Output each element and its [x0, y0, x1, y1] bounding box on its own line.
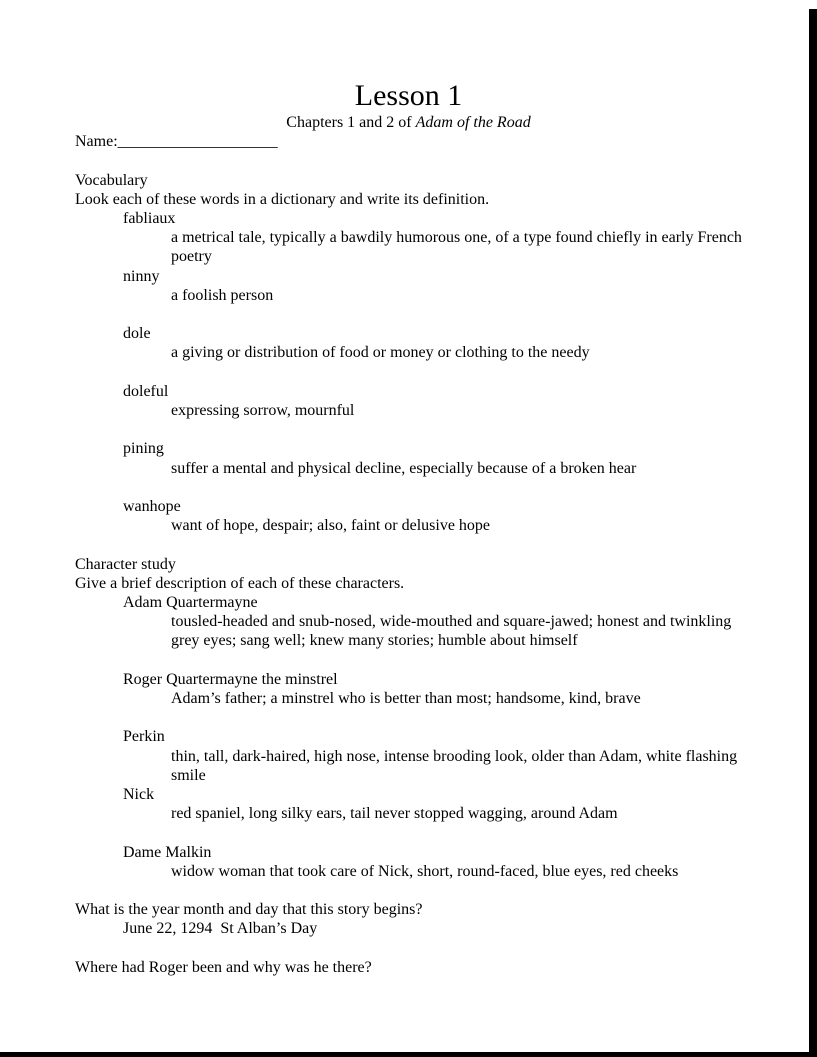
subtitle-text: Chapters 1 and 2 of: [286, 114, 416, 131]
name-blank-line: ____________________: [117, 133, 278, 151]
character-description-dame-malkin: widow woman that took care of Nick, short, round-faced, blue eyes, red cheeks: [171, 862, 679, 880]
vocab-word-wanhope: wanhope: [123, 497, 181, 515]
character-name-dame-malkin: Dame Malkin: [123, 843, 212, 861]
vocab-word-pining: pining: [123, 440, 164, 458]
name-line: [75, 132, 742, 151]
vocab-definition-pining: suffer a mental and physical decline, especially because of a broken hear: [171, 459, 637, 477]
question-where-roger: Where had Roger been and why was he there?: [75, 958, 372, 976]
vocab-word-ninny: ninny: [123, 267, 160, 285]
blank-line: [75, 881, 742, 900]
vocab-word-fabliaux: fabliaux: [123, 210, 176, 227]
vocab-definition-dole: a giving or distribution of food or money or clothing to the needy: [171, 344, 590, 362]
character-name-roger: Roger Quartermayne the minstrel: [123, 670, 338, 688]
blank-line: [75, 305, 742, 324]
name-label: Name:: [75, 133, 118, 151]
blank-line: [75, 420, 742, 439]
blank-line: [75, 151, 742, 170]
page-subtitle: [75, 113, 742, 132]
character-name-perkin: Perkin: [123, 728, 165, 746]
blank-line: [75, 363, 742, 382]
book-title: Adam of the Road: [415, 114, 531, 131]
blank-line: [75, 708, 742, 727]
vocabulary-instructions: Look each of these words in a dictionary and write its definition.: [75, 190, 490, 208]
vocab-definition-doleful: expressing sorrow, mournful: [171, 402, 355, 419]
character-name-nick: Nick: [123, 785, 155, 803]
vocab-word-dole: dole: [123, 325, 151, 343]
document-content: [75, 78, 746, 977]
vocab-definition-fabliaux: a metrical tale, typically a bawdily humorous one, of a type found chiefly in early French poetry: [171, 229, 746, 266]
character-study-heading: Character study: [75, 555, 176, 573]
character-description-roger: Adam’s father; a minstrel who is better than most; handsome, kind, brave: [171, 689, 641, 707]
vocab-definition-ninny: a foolish person: [171, 286, 274, 304]
character-study-instructions: Give a brief description of each of these characters.: [75, 574, 405, 592]
scan-artifact-bottom-bar: [0, 1052, 817, 1057]
blank-line: [75, 535, 742, 554]
question-story-begins: What is the year month and day that this story begins?: [75, 901, 423, 919]
character-name-adam: Adam Quartermayne: [123, 593, 258, 611]
blank-line: [75, 939, 742, 958]
scan-artifact-right-bar: [809, 9, 817, 1057]
blank-line: [75, 478, 742, 497]
answer-story-begins: June 22, 1294 St Alban’s Day: [123, 920, 318, 938]
character-description-nick: red spaniel, long silky ears, tail never stopped wagging, around Adam: [171, 805, 618, 823]
blank-line: [75, 651, 742, 670]
character-description-adam: tousled-headed and snub-nosed, wide-mouthed and square-jawed; honest and twinkling grey eyes; sang well; knew many stories; humble about himself: [171, 613, 736, 650]
character-description-perkin: thin, tall, dark-haired, high nose, intense brooding look, older than Adam, white flashing smile: [171, 747, 742, 784]
vocab-definition-wanhope: want of hope, despair; also, faint or delusive hope: [171, 517, 491, 535]
vocabulary-heading: Vocabulary: [75, 171, 148, 189]
blank-line: [75, 823, 742, 842]
vocab-word-doleful: doleful: [123, 382, 169, 400]
page-title: Lesson 1: [354, 79, 463, 112]
